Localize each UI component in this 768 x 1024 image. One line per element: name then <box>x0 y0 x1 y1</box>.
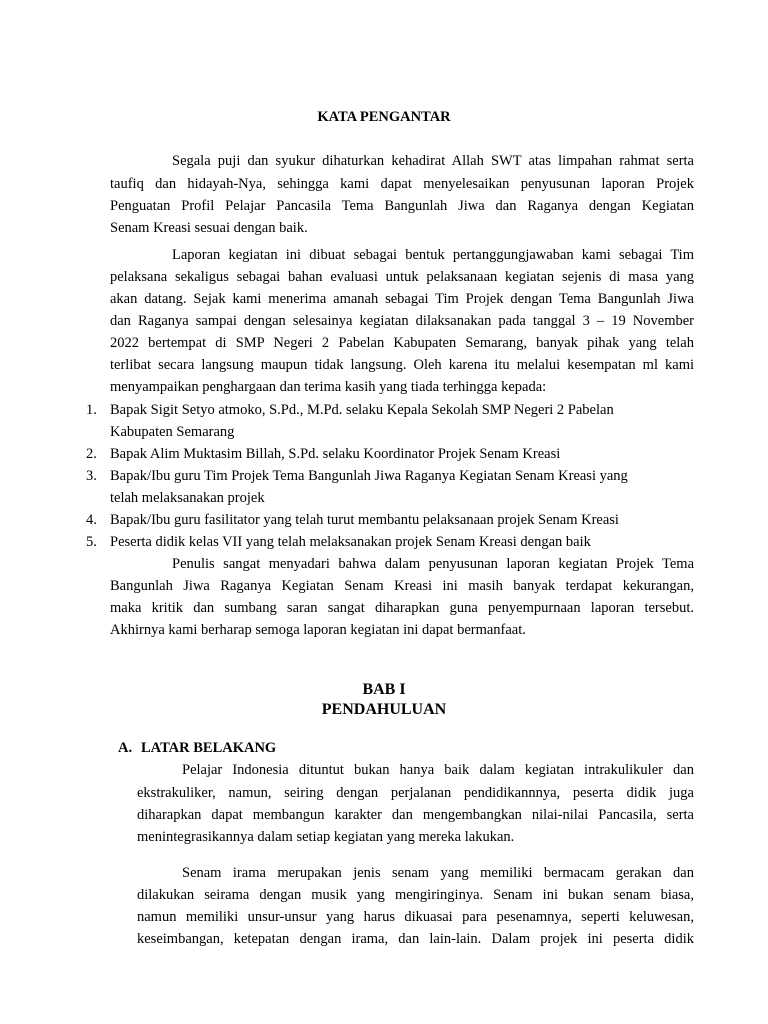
foreword-p3-line: Bangunlah Jiwa Raganya Kegiatan Senam Kreasi ini masih banyak terdapat kekurangan, <box>110 578 694 594</box>
list-item-text: Peserta didik kelas VII yang telah melaksanakan projek Senam Kreasi dengan baik <box>110 534 591 550</box>
background-p1-line: diharapkan dapat membangun karakter dan mengembangkan nilai-nilai Pancasila, serta <box>137 807 694 823</box>
list-item-text: Bapak/Ibu guru Tim Projek Tema Bangunlah Jiwa Raganya Kegiatan Senam Kreasi yang <box>110 468 628 484</box>
foreword-p3-line: Penulis sangat menyadari bahwa dalam penyusunan laporan kegiatan Projek Tema <box>172 556 694 572</box>
foreword-title: KATA PENGANTAR <box>317 109 451 125</box>
list-item-text: Bapak/Ibu guru fasilitator yang telah turut membantu pelaksanaan projek Senam Kreasi <box>110 512 619 528</box>
foreword-p3-line: Akhirnya kami berharap semoga laporan kegiatan ini dapat bermanfaat. <box>110 622 526 638</box>
foreword-p2-line: akan datang. Sejak kami menerima amanah sebagai Tim Projek dengan Tema Bangunlah Jiwa <box>110 291 694 307</box>
foreword-p2-line: Laporan kegiatan ini dibuat sebagai bentuk pertanggungjawaban kami sebagai Tim <box>172 247 694 263</box>
foreword-p2-line: terlibat secara langsung maupun tidak langsung. Oleh karena itu melalui kesempatan ml kami <box>110 357 694 373</box>
foreword-p3-line: maka kritik dan sumbang saran sangat diharapkan guna penyempurnaan laporan tersebut. <box>110 600 694 616</box>
background-p2-line: keseimbangan, ketepatan dengan irama, dan lain-lain. Dalam projek ini peserta didik <box>137 931 694 947</box>
list-item-text: telah melaksanakan projek <box>110 490 265 506</box>
list-item-number: 1. <box>86 402 97 418</box>
background-p1-line: menintegrasikannya dalam setiap kegiatan yang mereka lakukan. <box>137 829 515 845</box>
background-p1-line: ekstrakuliker, namun, seiring dengan perjalanan pendidikannnya, peserta didik juga <box>137 785 694 801</box>
foreword-p1-line: Segala puji dan syukur dihaturkan kehadirat Allah SWT atas limpahan rahmat serta <box>172 153 694 169</box>
list-item-number: 4. <box>86 512 97 528</box>
foreword-p1-line: Penguatan Profil Pelajar Pancasila Tema Bangunlah Jiwa dan Raganya dengan Kegiatan <box>110 198 694 214</box>
list-item-text: Bapak Alim Muktasim Billah, S.Pd. selaku Koordinator Projek Senam Kreasi <box>110 446 561 462</box>
list-item-number: 3. <box>86 468 97 484</box>
foreword-p1-line: Senam Kreasi sesuai dengan baik. <box>110 220 308 236</box>
background-p2-line: Senam irama merupakan jenis senam yang memiliki bermacam gerakan dan <box>182 865 694 881</box>
foreword-p1-line: taufiq dan hidayah-Nya, sehingga kami dapat menyelesaikan penyusunan laporan Projek <box>110 176 694 192</box>
section-title: LATAR BELAKANG <box>141 740 277 756</box>
list-item-text: Kabupaten Semarang <box>110 424 235 440</box>
background-p1-line: Pelajar Indonesia dituntut bukan hanya baik dalam kegiatan intrakulikuler dan <box>182 762 694 778</box>
background-p2-line: namun memiliki unsur-unsur yang harus dikuasai para pesenamnya, seperti keluwesan, <box>137 909 694 925</box>
list-item-number: 5. <box>86 534 97 550</box>
background-p2-line: dilakukan seirama dengan musik yang mengiringinya. Senam ini bukan senam biasa, <box>137 887 694 903</box>
chapter-number: BAB I <box>362 681 406 698</box>
list-item-text: Bapak Sigit Setyo atmoko, S.Pd., M.Pd. selaku Kepala Sekolah SMP Negeri 2 Pabelan <box>110 402 614 418</box>
foreword-p2-line: dan Raganya sampai dengan selesainya kegiatan dilaksanakan pada tanggal 3 – 19 November <box>110 313 694 329</box>
chapter-title: PENDAHULUAN <box>321 701 447 718</box>
foreword-p2-line: menyampaikan penghargaan dan terima kasih yang tiada terhingga kepada: <box>110 379 547 395</box>
foreword-p2-line: pelaksana sekaligus sebagai bahan evaluasi untuk pelaksanaan kegiatan sejenis di masa yang <box>110 269 694 285</box>
section-letter: A. <box>118 740 133 756</box>
list-item-number: 2. <box>86 446 97 462</box>
foreword-p2-line: 2022 bertempat di SMP Negeri 2 Pabelan Kabupaten Semarang, banyak pihak yang telah <box>110 335 694 351</box>
